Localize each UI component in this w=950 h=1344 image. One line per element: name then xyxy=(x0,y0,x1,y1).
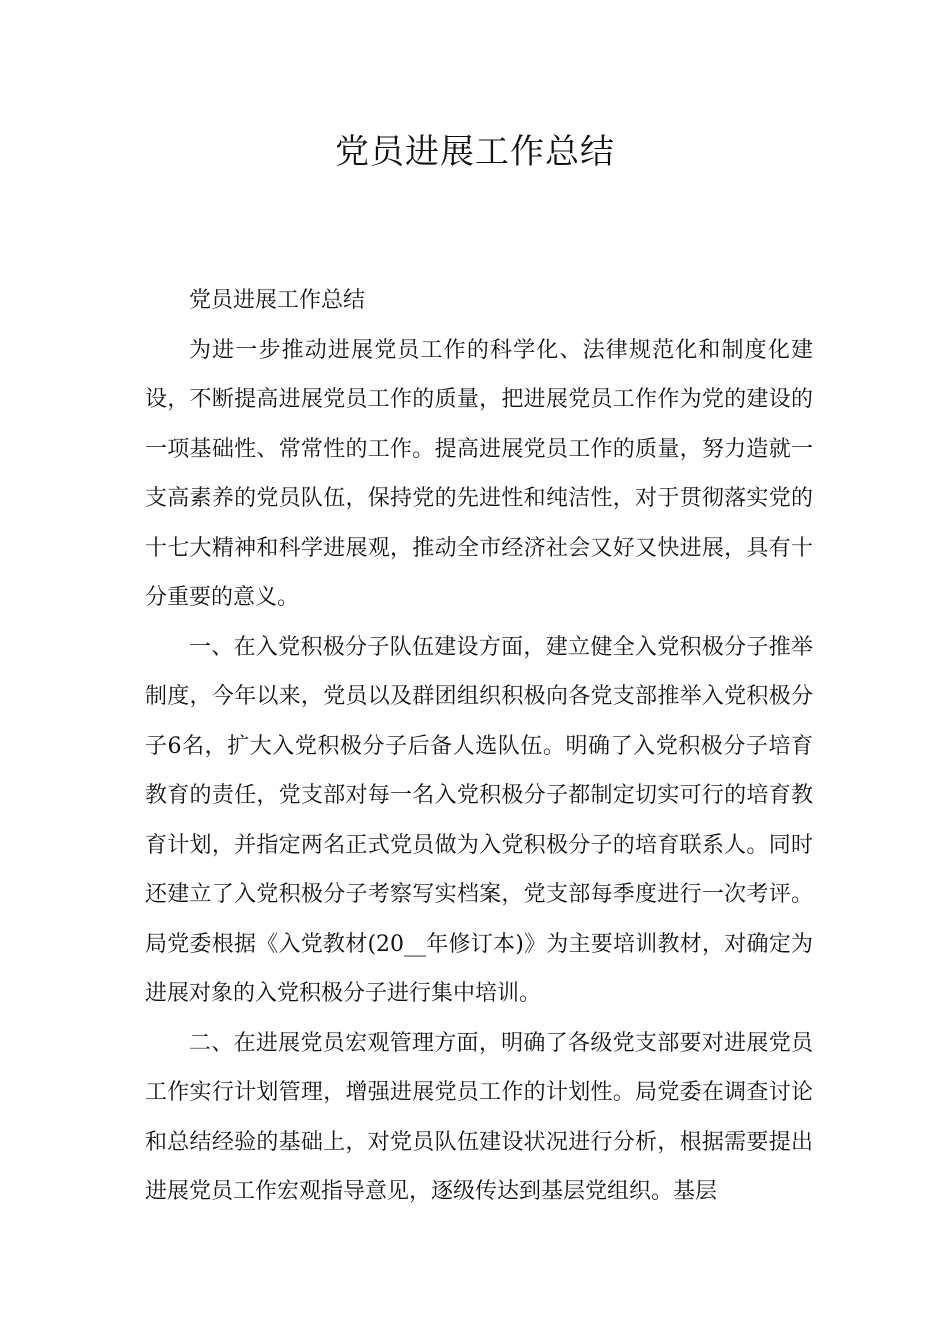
body-paragraph-intro: 为进一步推动进展党员工作的科学化、法律规范化和制度化建设，不断提高进展党员工作的质量，把进展党员工作作为党的建设的一项基础性、常常性的工作。提高进展党员工作的质量，努力造就一支高素养的党员队伍，保持党的先进性和纯洁性，对于贯彻落实党的十七大精神和科学进展观，推动全市经济社会又好又快进展，具有十分重要的意义。 xyxy=(145,337,813,610)
document-title: 党员进展工作总结 xyxy=(335,132,615,172)
body-paragraph-section-1: 一、在入党积极分子队伍建设方面，建立健全入党积极分子推举制度，今年以来，党员以及群团组织积极向各党支部推举入党积极分子6名，扩大入党积极分子后备人选队伍。明确了入党积极分子培育教育的责任，党支部对每一名入党积极分子都制定切实可行的培育教育计划，并指定两名正式党员做为入党积极分子的培育联系人。同时还建立了入党积极分子考察写实档案，党支部每季度进行一次考评。局党委根据《入党教材(20__年修订本)》为主要培训教材，对确定为进展对象的入党积极分子进行集中培训。 xyxy=(145,634,813,1006)
body-paragraph-heading: 党员进展工作总结 xyxy=(189,288,366,313)
body-paragraph-section-2: 二、在进展党员宏观管理方面，明确了各级党支部要对进展党员工作实行计划管理，增强进展党员工作的计划性。局党委在调查讨论和总结经验的基础上，对党员队伍建设状况进行分析，根据需要提出进展党员工作宏观指导意见，逐级传达到基层党组织。基层 xyxy=(145,1030,813,1204)
document-body xyxy=(145,276,813,1217)
